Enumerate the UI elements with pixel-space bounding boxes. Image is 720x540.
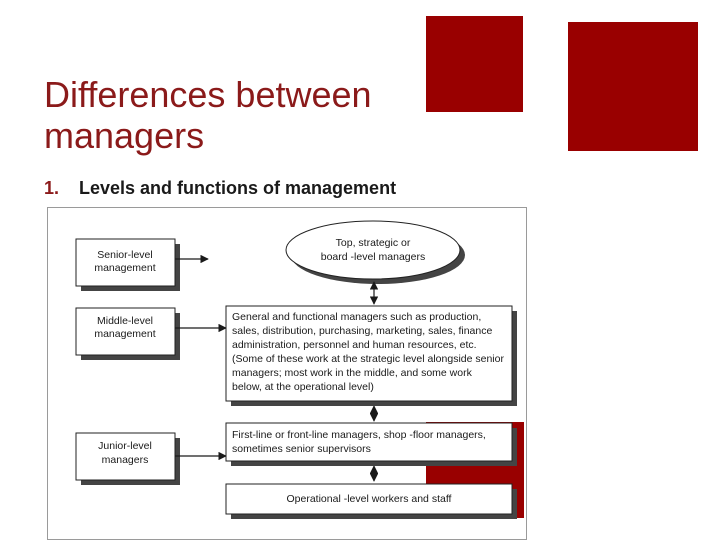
- oval-line-2: board -level managers: [320, 251, 426, 263]
- decorative-square-large: [568, 22, 698, 151]
- middle-box-line-1: General and functional managers such as production,: [232, 311, 482, 323]
- slide-title: [44, 74, 372, 156]
- middle-box-line-4: (Some of these work at the strategic level alongside senior: [232, 353, 504, 365]
- operational-workers-box: [226, 484, 517, 519]
- middle-box-line-3: administration, personnel and human resources, etc.: [232, 339, 477, 351]
- title-line-1: Differences between: [44, 74, 372, 115]
- subtitle-text: Levels and functions of management: [79, 178, 397, 198]
- junior-label-line-1: Junior-level: [98, 440, 152, 452]
- subtitle-number: 1.: [44, 178, 60, 198]
- junior-level-label-box: [76, 433, 180, 485]
- oval-line-1: Top, strategic or: [335, 237, 411, 249]
- top-managers-oval: [286, 221, 465, 284]
- decorative-square-small: [426, 16, 523, 112]
- junior-box-line-2: sometimes senior supervisors: [232, 443, 371, 455]
- senior-label-line-1: Senior-level: [97, 249, 153, 261]
- slide-subtitle: [44, 178, 396, 199]
- middle-label-line-2: management: [94, 328, 156, 340]
- title-line-2: managers: [44, 115, 205, 156]
- junior-label-line-2: managers: [101, 454, 149, 466]
- middle-level-label-box: [76, 308, 180, 360]
- middle-box-line-5: managers; most work in the middle, and some work: [232, 367, 472, 379]
- bottom-box-text: Operational -level workers and staff: [286, 493, 452, 505]
- senior-label-line-2: management: [94, 262, 156, 274]
- senior-level-label-box: [76, 239, 180, 291]
- middle-box-line-2: sales, distribution, purchasing, marketing, sales, finance: [232, 325, 493, 337]
- first-line-managers-box: [226, 423, 517, 466]
- middle-box-line-6: below, at the operational level): [232, 381, 374, 393]
- functional-managers-box: [226, 306, 517, 406]
- management-levels-figure: [47, 207, 527, 540]
- management-levels-diagram: [48, 208, 526, 539]
- middle-label-line-1: Middle-level: [96, 315, 154, 327]
- junior-box-line-1: First-line or front-line managers, shop -floor managers,: [232, 429, 486, 441]
